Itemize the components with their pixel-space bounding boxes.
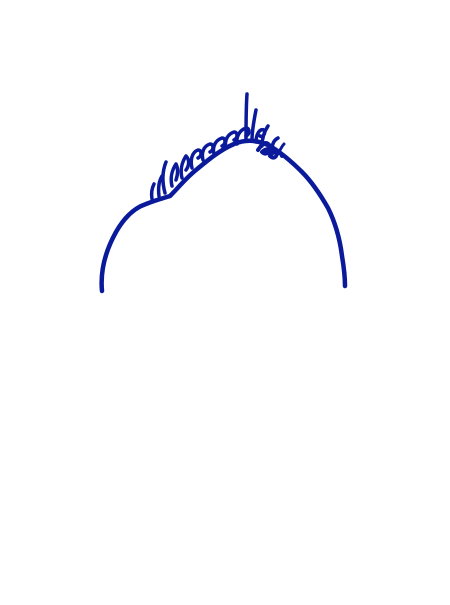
hair-strand-4 [171, 164, 177, 186]
hair-strand-1 [152, 184, 154, 199]
ink-strokes [102, 94, 345, 291]
head-outline [102, 141, 345, 291]
hair-strand-3 [163, 162, 166, 193]
hair-tall-strand [246, 94, 247, 140]
